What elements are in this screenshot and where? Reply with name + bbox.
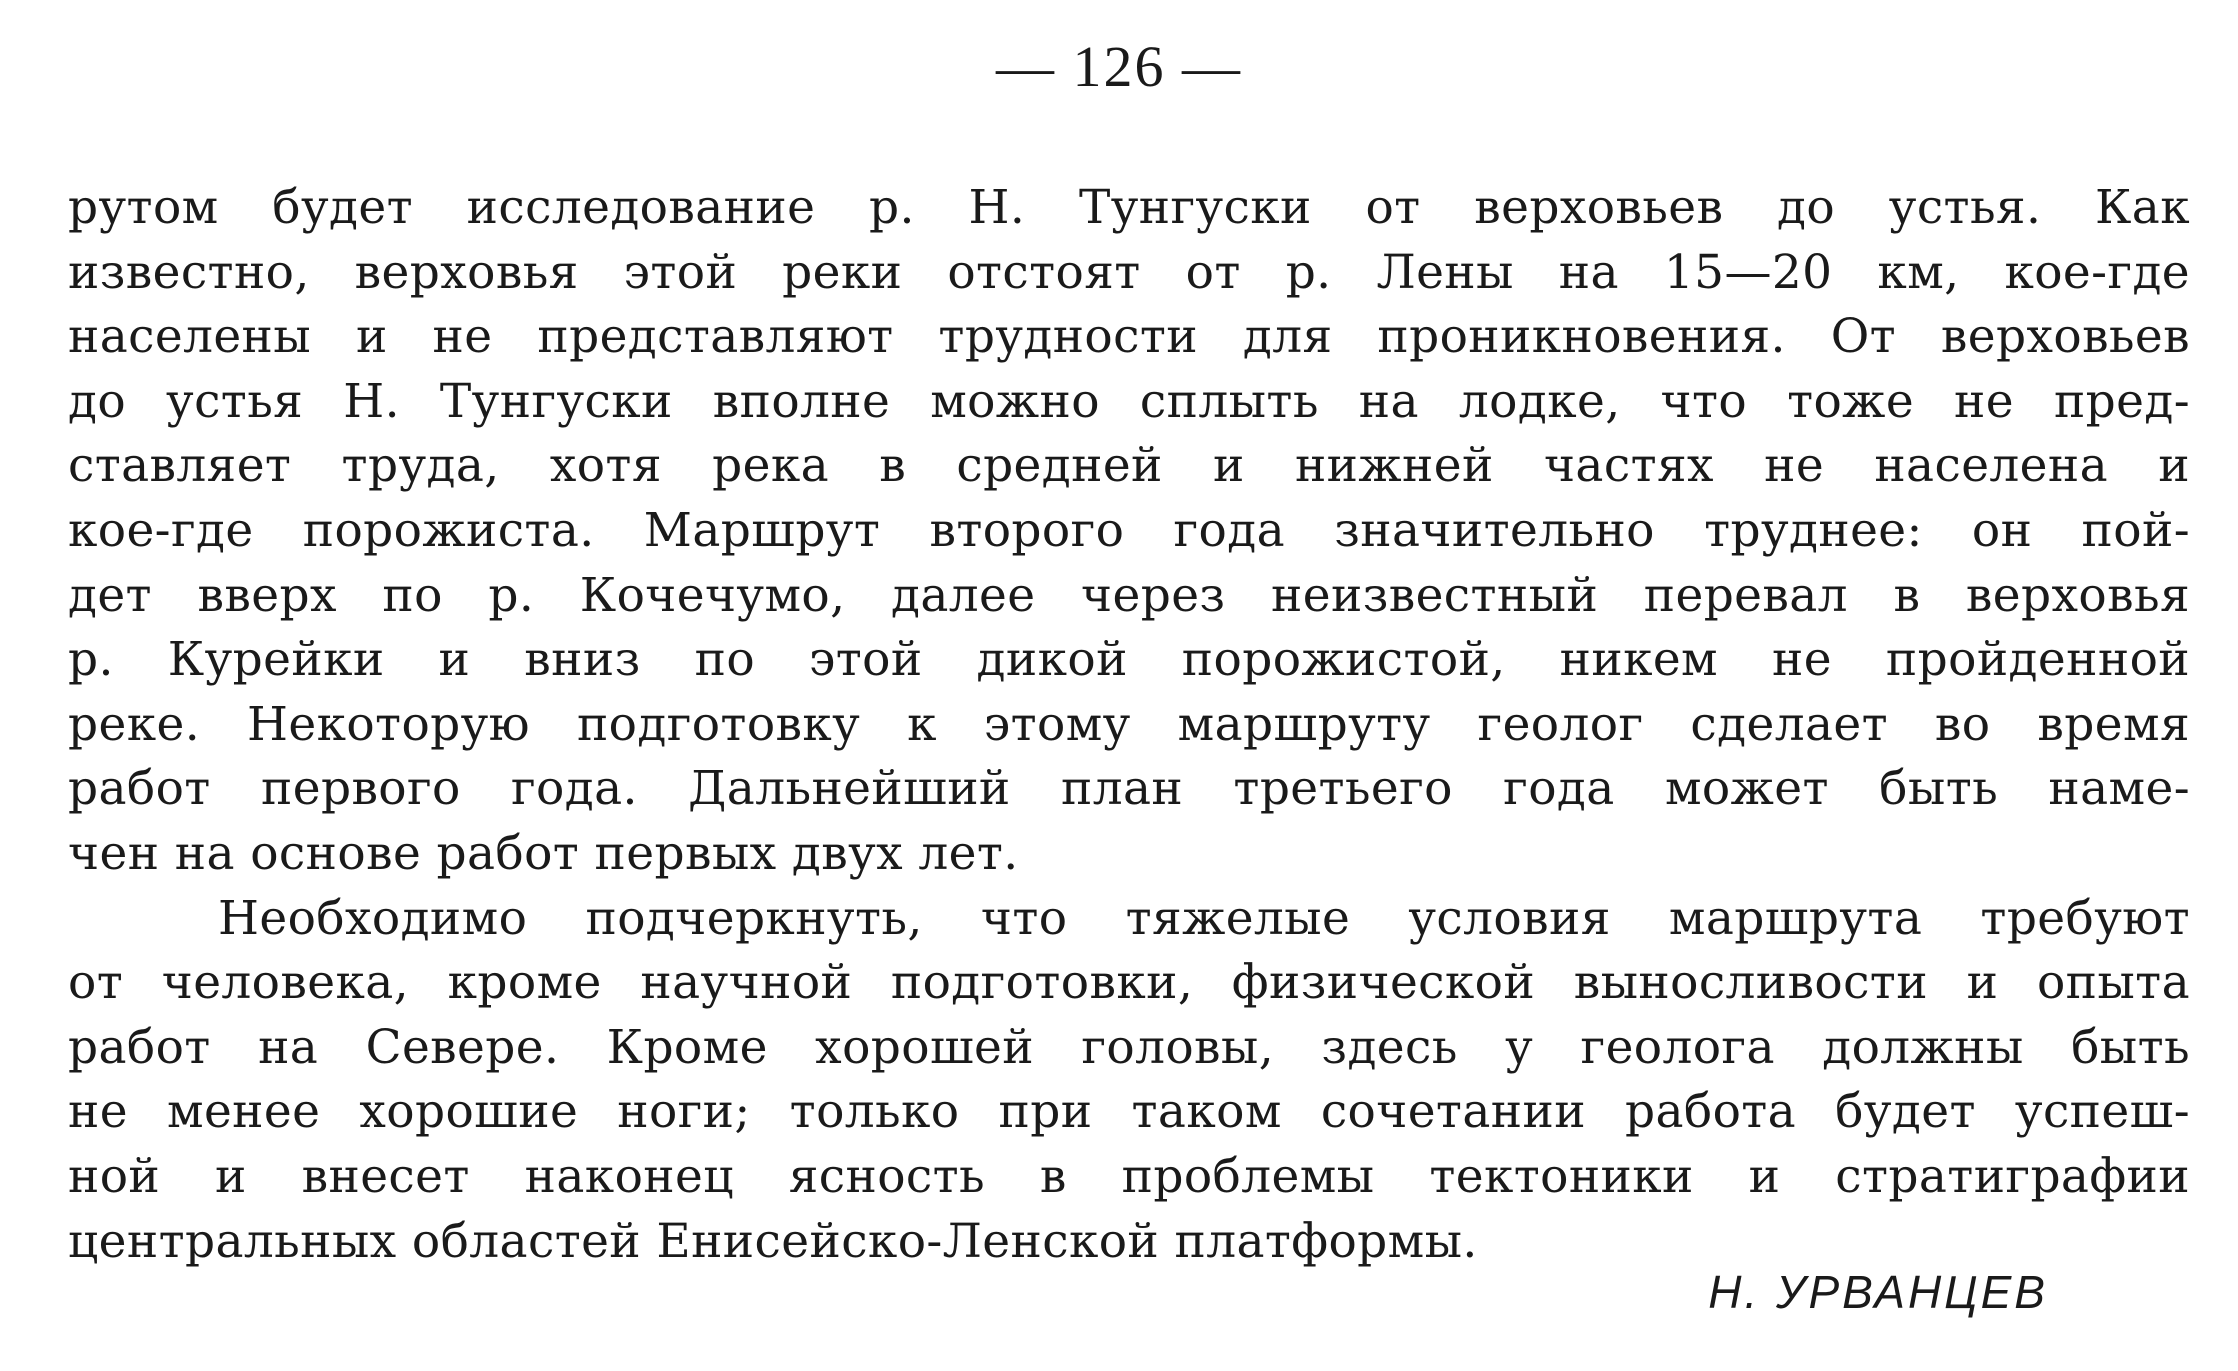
text-line: центральных областей Енисейско-Ленской платформы. (68, 1213, 1478, 1269)
text-line: кое-где порожиста. Маршрут второго года значительно труднее: он пой- (68, 502, 2190, 558)
text-line: реке. Некоторую подготовку к этому маршруту геолог сделает во время (68, 696, 2190, 752)
text-line: чен на основе работ первых двух лет. (68, 825, 1019, 881)
text-line: не менее хорошие ноги; только при таком сочетании работа будет успеш- (68, 1084, 2190, 1140)
text-line: р. Курейки и вниз по этой дикой порожистой, никем не пройденной (68, 632, 2190, 688)
text-line: населены и не представляют трудности для проникновения. От верховьев (68, 309, 2190, 365)
text-line: рутом будет исследование р. Н. Тунгуски от верховьев до устья. Как (68, 180, 2190, 235)
text-line: от человека, кроме научной подготовки, физической выносливости и опыта (68, 955, 2190, 1011)
text-line: работ на Севере. Кроме хорошей головы, здесь у геолога должны быть (68, 1019, 2190, 1075)
body-text (68, 176, 2190, 1274)
text-line: известно, верховья этой реки отстоят от р. Лены на 15—20 км, кое-где (68, 244, 2190, 300)
text-line: дет вверх по р. Кочечумо, далее через неизвестный перевал в верховья (68, 567, 2190, 623)
text-line: ставляет труда, хотя река в средней и нижней частях не населена и (68, 438, 2190, 494)
text-line: Необходимо подчеркнуть, что тяжелые условия маршрута требуют (218, 890, 2190, 946)
text-line: до устья Н. Тунгуски вполне можно сплыть на лодке, что тоже не пред- (68, 373, 2190, 429)
text-line: работ первого года. Дальнейший план третьего года может быть наме- (68, 761, 2190, 817)
page-number: — 126 — (996, 34, 1242, 99)
text-line: ной и внесет наконец ясность в проблемы тектоники и стратиграфии (68, 1148, 2190, 1204)
author-signature: Н. УРВАНЦЕВ (1708, 1266, 2048, 1318)
